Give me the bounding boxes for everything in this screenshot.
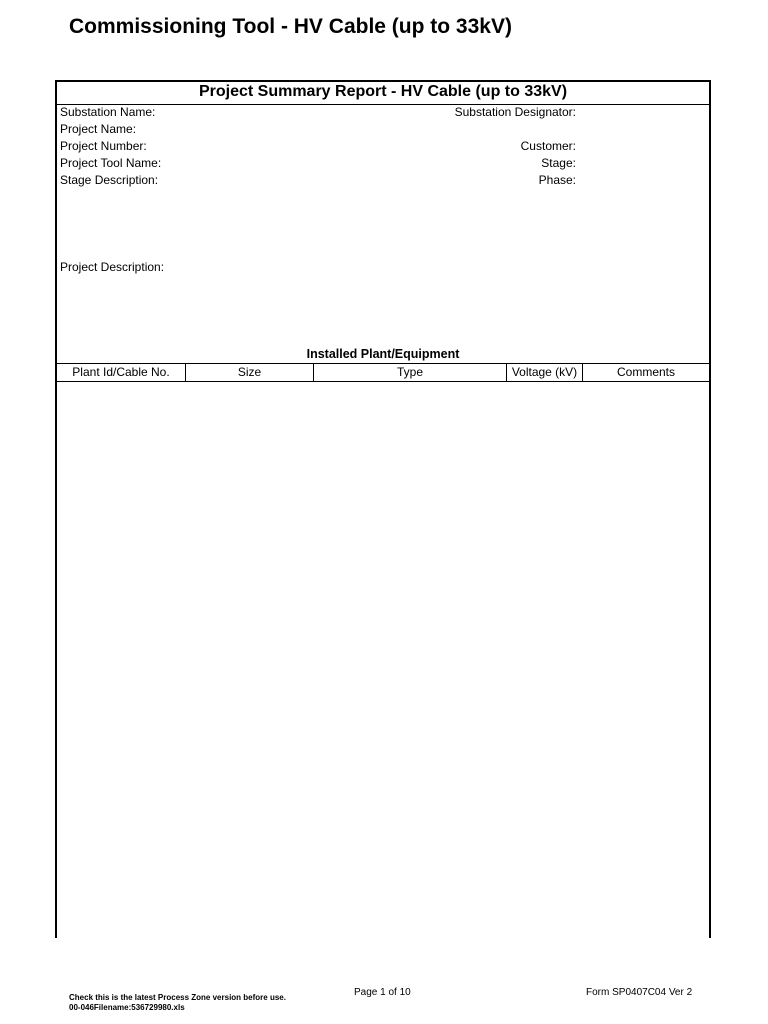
column-header-size: Size (185, 364, 313, 381)
column-header-voltage: Voltage (kV) (506, 364, 582, 381)
project-number-label: Project Number: (60, 139, 147, 153)
substation-name-label: Substation Name: (60, 105, 156, 119)
project-tool-name-label: Project Tool Name: (60, 156, 162, 170)
footer-note-line-1: Check this is the latest Process Zone version before use. (69, 993, 286, 1002)
document-title: Commissioning Tool - HV Cable (up to 33kV) (69, 15, 512, 38)
page-number: Page 1 of 10 (354, 987, 411, 998)
column-header-comments: Comments (582, 364, 709, 381)
installed-plant-heading: Installed Plant/Equipment (306, 347, 460, 361)
phase-label: Phase: (538, 173, 576, 187)
stage-label: Stage: (541, 156, 576, 170)
equipment-table-header (57, 363, 709, 382)
project-name-label: Project Name: (60, 122, 137, 136)
footer-note-line-2: 00-046Filename:536729980.xls (69, 1003, 185, 1012)
customer-label: Customer: (520, 139, 576, 153)
stage-description-label: Stage Description: (60, 173, 159, 187)
substation-designator-label: Substation Designator: (454, 105, 576, 119)
project-description-label: Project Description: (60, 260, 165, 274)
report-title: Project Summary Report - HV Cable (up to 33kV) (57, 82, 709, 105)
footer-version-note (69, 993, 286, 1013)
form-identifier: Form SP0407C04 Ver 2 (586, 987, 693, 998)
column-header-type: Type (313, 364, 506, 381)
project-summary-report (55, 80, 711, 938)
column-header-plant-id: Plant Id/Cable No. (72, 365, 170, 379)
